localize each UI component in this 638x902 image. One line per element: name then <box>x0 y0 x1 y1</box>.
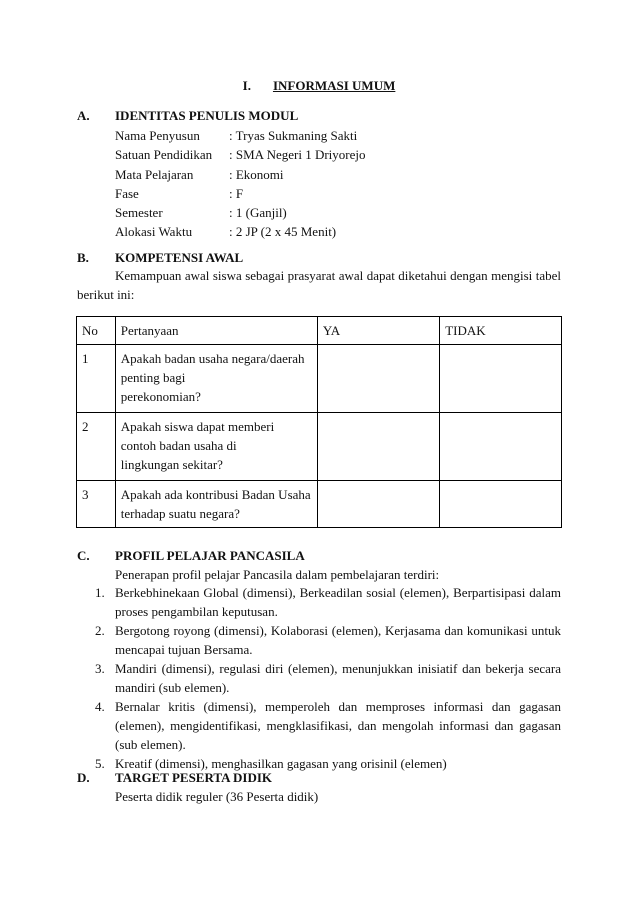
header-no-answer: TIDAK <box>440 317 562 345</box>
identity-row-school <box>115 145 365 164</box>
list-item <box>77 583 561 621</box>
identity-value: : SMA Negeri 1 Driyorejo <box>229 147 366 163</box>
row-number: 2 <box>77 413 116 481</box>
section-b-letter: B. <box>77 250 89 265</box>
section-d-heading <box>77 770 272 786</box>
identity-row-author <box>115 126 365 145</box>
table-row <box>77 481 562 528</box>
list-item <box>77 697 561 754</box>
section-a-heading <box>77 108 298 124</box>
list-text: Bergotong royong (dimensi), Kolaborasi (elemen), Kerjasama dan komunikasi untuk mencapai tujuan Bersama. <box>115 623 561 657</box>
initial-competence-table <box>76 316 562 528</box>
identity-label: Alokasi Waktu <box>115 224 193 240</box>
row-number: 3 <box>77 481 116 528</box>
section-a-letter: A. <box>77 108 90 123</box>
identity-label: Fase <box>115 185 139 201</box>
title-number: I. <box>242 78 251 93</box>
list-item <box>77 621 561 659</box>
question-line: terhadap suatu negara? <box>120 506 240 521</box>
pancasila-profile-list <box>77 583 561 773</box>
question-line: contoh badan usaha di <box>120 438 237 453</box>
row-question <box>115 413 317 481</box>
section-d-title: TARGET PESERTA DIDIK <box>115 770 273 785</box>
answer-no-cell <box>440 345 562 413</box>
list-text: Mandiri (dimensi), regulasi diri (elemen), menunjukkan inisiatif dan bekerja secara mandiri (sub elemen). <box>115 661 561 695</box>
table-row <box>77 345 562 413</box>
list-text: Bernalar kritis (dimensi), memperoleh dan memproses informasi dan gagasan (elemen), mengidentifikasi, mengklasifikasi, dan mengolah informasi dan gagasan (sub elemen). <box>115 699 561 752</box>
row-question <box>115 481 317 528</box>
question-line: perekonomian? <box>120 389 201 404</box>
identity-row-phase <box>115 184 365 203</box>
question-line: penting bagi <box>120 370 186 385</box>
section-b-heading <box>77 250 243 266</box>
identity-value: : F <box>229 185 244 201</box>
section-a-title: IDENTITAS PENULIS MODUL <box>115 108 299 123</box>
answer-yes-cell <box>317 481 439 528</box>
question-line: lingkungan sekitar? <box>120 457 223 472</box>
row-question <box>115 345 317 413</box>
question-line: Apakah ada kontribusi Badan Usaha <box>120 487 311 502</box>
title-text: INFORMASI UMUM <box>272 78 396 93</box>
row-number: 1 <box>77 345 116 413</box>
answer-no-cell <box>440 413 562 481</box>
header-no: No <box>77 317 116 345</box>
section-c-heading <box>77 548 305 564</box>
identity-row-semester <box>115 203 365 222</box>
list-number: 2. <box>95 623 105 638</box>
identity-value: : 2 JP (2 x 45 Menit) <box>229 224 337 240</box>
section-b-intro: Kemampuan awal siswa sebagai prasyarat awal dapat diketahui dengan mengisi tabel berikut ini: <box>77 268 561 302</box>
section-d-text: Peserta didik reguler (36 Peserta didik) <box>115 789 319 804</box>
list-number: 3. <box>95 661 105 676</box>
list-number: 4. <box>95 699 105 714</box>
identity-label: Semester <box>115 205 163 221</box>
answer-yes-cell <box>317 345 439 413</box>
identity-label: Satuan Pendidikan <box>115 147 213 163</box>
header-yes: YA <box>317 317 439 345</box>
table-header-row <box>77 317 562 345</box>
list-item <box>77 659 561 697</box>
identity-value: : Tryas Sukmaning Sakti <box>229 128 358 143</box>
section-c-intro: Penerapan profil pelajar Pancasila dalam pembelajaran terdiri: <box>115 567 440 582</box>
answer-no-cell <box>440 481 562 528</box>
list-number: 1. <box>95 585 105 600</box>
section-c-letter: C. <box>77 548 90 563</box>
question-line: Apakah badan usaha negara/daerah <box>120 351 305 366</box>
table-row <box>77 413 562 481</box>
section-c-title: PROFIL PELAJAR PANCASILA <box>115 548 305 563</box>
section-d-letter: D. <box>77 770 90 785</box>
header-question: Pertanyaan <box>115 317 317 345</box>
identity-value: : 1 (Ganjil) <box>229 205 287 221</box>
list-text: Kreatif (dimensi), menghasilkan gagasan yang orisinil (elemen) <box>115 756 447 771</box>
identity-label: Nama Penyusun <box>115 128 200 143</box>
identity-value: : Ekonomi <box>229 166 284 182</box>
identity-row-subject <box>115 165 365 184</box>
answer-yes-cell <box>317 413 439 481</box>
page-title <box>0 78 638 94</box>
identity-label: Mata Pelajaran <box>115 166 194 182</box>
section-b-title: KOMPETENSI AWAL <box>115 250 244 265</box>
identity-row-time <box>115 222 365 241</box>
list-text: Berkebhinekaan Global (dimensi), Berkeadilan sosial (elemen), Berpartisipasi dalam proses pengambilan keputusan. <box>115 585 561 619</box>
identity-list <box>115 126 365 242</box>
question-line: Apakah siswa dapat memberi <box>120 419 275 434</box>
list-number: 5. <box>95 756 105 771</box>
